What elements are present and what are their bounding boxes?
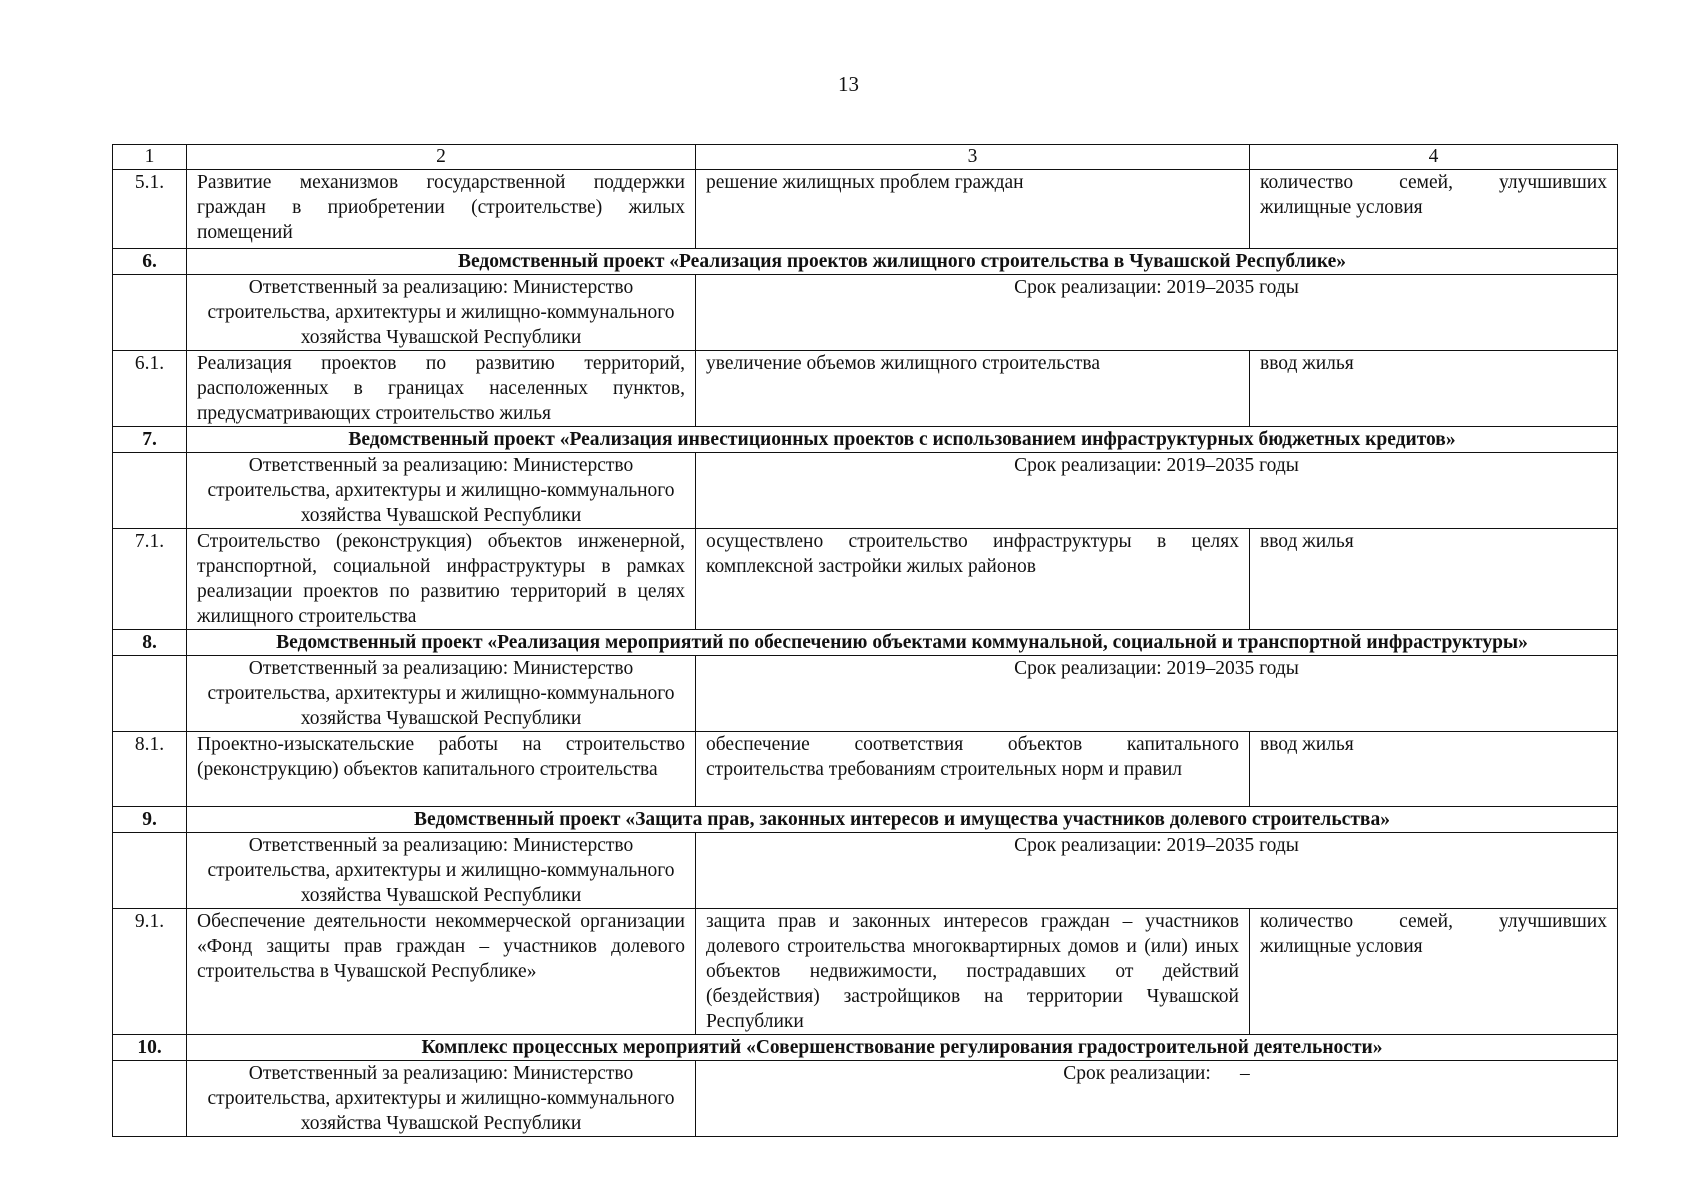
item-activity: Проектно-изыскательские работы на строительство (реконструкцию) объектов капитального строительства (187, 732, 696, 807)
item-goal: осуществлено строительство инфраструктуры в целях комплексной застройки жилых районов (696, 529, 1250, 630)
section-title: Ведомственный проект «Реализация инвестиционных проектов с использованием инфраструктурных бюджетных кредитов» (187, 427, 1618, 453)
section-title: Ведомственный проект «Реализация проектов жилищного строительства в Чувашской Республике» (187, 249, 1618, 275)
section-info-row (113, 453, 1618, 529)
item-goal: решение жилищных проблем граждан (696, 170, 1250, 249)
item-number: 7.1. (113, 529, 187, 630)
empty-cell (113, 656, 187, 732)
section-term: Срок реализации: 2019–2035 годы (696, 656, 1618, 732)
column-number: 3 (696, 145, 1250, 170)
section-info-row (113, 656, 1618, 732)
section-number: 8. (113, 630, 187, 656)
section-title: Ведомственный проект «Реализация мероприятий по обеспечению объектами коммунальной, социальной и транспортной инфраструктуры» (187, 630, 1618, 656)
empty-cell (113, 833, 187, 909)
item-activity: Строительство (реконструкция) объектов инженерной, транспортной, социальной инфраструктуры в рамках реализации проектов по развитию территорий в целях жилищного строительства (187, 529, 696, 630)
item-number: 6.1. (113, 351, 187, 427)
item-row (113, 170, 1618, 249)
item-number: 8.1. (113, 732, 187, 807)
item-goal: увеличение объемов жилищного строительства (696, 351, 1250, 427)
section-info-row (113, 275, 1618, 351)
section-responsible: Ответственный за реализацию: Министерство строительства, архитектуры и жилищно-коммунального хозяйства Чувашской Республики (187, 275, 696, 351)
section-title-row (113, 630, 1618, 656)
section-title: Комплекс процессных мероприятий «Совершенствование регулирования градостроительной деятельности» (187, 1035, 1618, 1061)
item-number: 9.1. (113, 909, 187, 1035)
section-title-row (113, 1035, 1618, 1061)
item-goal: обеспечение соответствия объектов капитального строительства требованиям строительных норм и правил (696, 732, 1250, 807)
section-number: 9. (113, 807, 187, 833)
section-title-row (113, 427, 1618, 453)
section-title-row (113, 249, 1618, 275)
empty-cell (113, 275, 187, 351)
section-info-row (113, 1061, 1618, 1137)
item-row (113, 529, 1618, 630)
item-number: 5.1. (113, 170, 187, 249)
column-number: 2 (187, 145, 696, 170)
item-indicator: ввод жилья (1250, 529, 1618, 630)
item-indicator: ввод жилья (1250, 732, 1618, 807)
item-activity: Развитие механизмов государственной поддержки граждан в приобретении (строительстве) жилых помещений (187, 170, 696, 249)
column-number: 1 (113, 145, 187, 170)
empty-cell (113, 453, 187, 529)
item-activity: Обеспечение деятельности некоммерческой организации «Фонд защиты прав граждан – участников долевого строительства в Чувашской Республике» (187, 909, 696, 1035)
program-table (112, 144, 1618, 1137)
section-number: 6. (113, 249, 187, 275)
section-responsible: Ответственный за реализацию: Министерство строительства, архитектуры и жилищно-коммунального хозяйства Чувашской Республики (187, 1061, 696, 1137)
section-number: 7. (113, 427, 187, 453)
section-number: 10. (113, 1035, 187, 1061)
section-term: Срок реализации: – (696, 1061, 1618, 1137)
item-row (113, 732, 1618, 807)
empty-cell (113, 1061, 187, 1137)
item-indicator: количество семей, улучшивших жилищные условия (1250, 170, 1618, 249)
section-responsible: Ответственный за реализацию: Министерство строительства, архитектуры и жилищно-коммунального хозяйства Чувашской Республики (187, 656, 696, 732)
section-term: Срок реализации: 2019–2035 годы (696, 453, 1618, 529)
section-term: Срок реализации: 2019–2035 годы (696, 275, 1618, 351)
page-number: 13 (838, 72, 859, 96)
section-responsible: Ответственный за реализацию: Министерство строительства, архитектуры и жилищно-коммунального хозяйства Чувашской Республики (187, 453, 696, 529)
section-info-row (113, 833, 1618, 909)
item-indicator: количество семей, улучшивших жилищные условия (1250, 909, 1618, 1035)
section-title-row (113, 807, 1618, 833)
section-term: Срок реализации: 2019–2035 годы (696, 833, 1618, 909)
item-indicator: ввод жилья (1250, 351, 1618, 427)
item-row (113, 909, 1618, 1035)
section-responsible: Ответственный за реализацию: Министерство строительства, архитектуры и жилищно-коммунального хозяйства Чувашской Республики (187, 833, 696, 909)
item-row (113, 351, 1618, 427)
item-activity: Реализация проектов по развитию территорий, расположенных в границах населенных пунктов, предусматривающих строительство жилья (187, 351, 696, 427)
section-title: Ведомственный проект «Защита прав, законных интересов и имущества участников долевого строительства» (187, 807, 1618, 833)
column-number: 4 (1250, 145, 1618, 170)
column-number-row (113, 145, 1618, 170)
item-goal: защита прав и законных интересов граждан – участников долевого строительства многоквартирных домов и (или) иных объектов недвижимости, пострадавших от действий (бездействия) застройщиков на территории Чувашской Республики (696, 909, 1250, 1035)
